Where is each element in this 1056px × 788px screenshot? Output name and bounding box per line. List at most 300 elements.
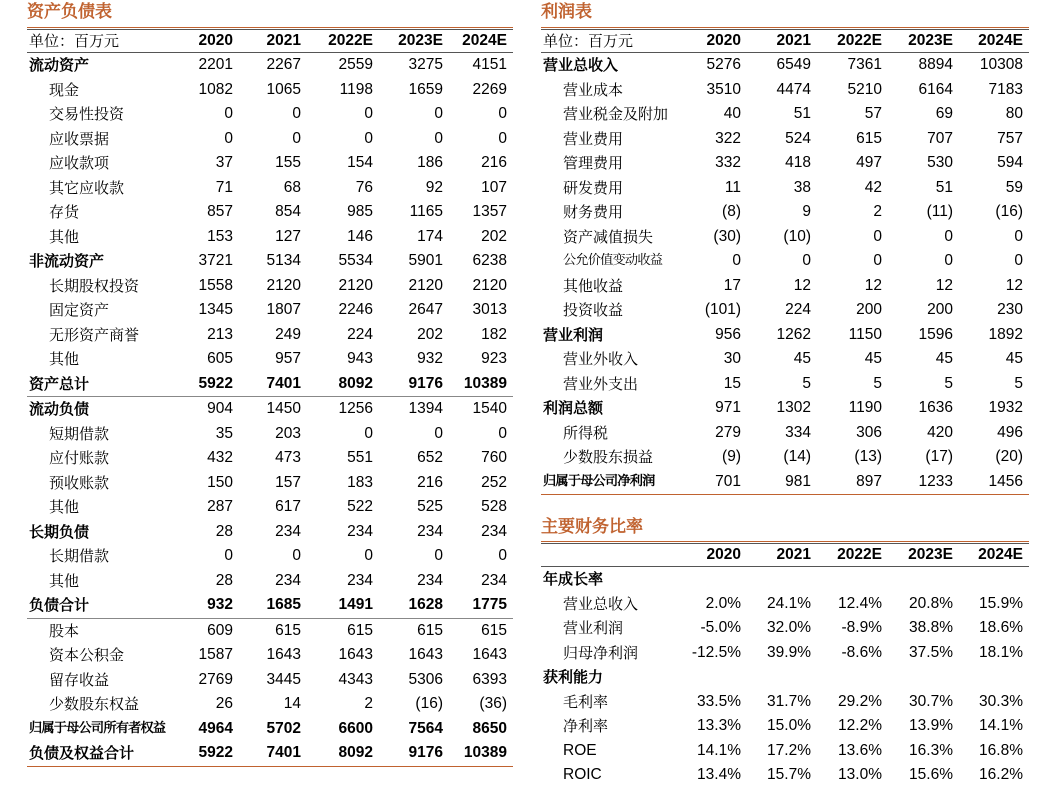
value-cell: 15.0% <box>767 717 811 734</box>
value-cell: 234 <box>347 571 373 589</box>
value-cell: 8092 <box>338 374 373 392</box>
value-cell: 0 <box>434 547 443 564</box>
value-cell: 1643 <box>266 646 301 663</box>
row-label: 营业利润 <box>563 619 624 637</box>
row-label: 流动资产 <box>29 56 90 74</box>
value-cell: 0 <box>732 252 741 269</box>
income-statement-table <box>541 29 1029 495</box>
value-cell: -5.0% <box>700 619 741 636</box>
value-cell: 127 <box>275 227 301 245</box>
row-label: 其他 <box>49 227 80 246</box>
table-row <box>27 397 513 422</box>
year-header: 2024E <box>959 544 1029 567</box>
value-cell: 2246 <box>338 301 373 318</box>
row-label: 非流动资产 <box>29 252 105 270</box>
table-row <box>541 445 1029 470</box>
value-cell: 0 <box>224 547 233 564</box>
value-cell: 107 <box>481 178 507 196</box>
row-label: 归属于母公司净利润 <box>541 470 686 495</box>
value-cell: 224 <box>785 301 811 318</box>
value-cell: 473 <box>275 449 301 466</box>
value-cell: 6164 <box>918 80 953 98</box>
value-cell: 92 <box>425 178 443 196</box>
value-cell: 5901 <box>408 252 443 269</box>
value-cell: (8) <box>722 203 741 220</box>
unit-label: 单位：百万元 <box>541 30 686 53</box>
row-label: 负债及权益合计 <box>27 741 177 766</box>
value-cell: 1491 <box>338 596 373 613</box>
value-cell: 30.3% <box>979 692 1023 710</box>
value-cell: 38.8% <box>909 619 953 636</box>
table-row <box>27 78 513 103</box>
value-cell: 4343 <box>338 670 373 688</box>
ratios-table <box>541 543 1029 788</box>
value-cell: 757 <box>997 129 1023 147</box>
value-cell: 0 <box>498 424 507 442</box>
value-cell: 420 <box>927 423 953 441</box>
value-cell: 1558 <box>198 276 233 294</box>
value-cell: 615 <box>379 618 449 643</box>
value-cell: 0 <box>434 424 443 442</box>
value-cell: 3275 <box>408 56 443 73</box>
row-label: 毛利率 <box>563 692 609 711</box>
row-label: 短期借款 <box>49 424 110 443</box>
value-cell: 1685 <box>266 596 301 613</box>
value-cell: 971 <box>715 399 741 416</box>
value-cell: 322 <box>715 129 741 147</box>
value-cell: 59 <box>1005 178 1023 196</box>
row-label: 交易性投资 <box>49 105 125 123</box>
value-cell: 707 <box>927 129 953 147</box>
table-row <box>27 347 513 372</box>
table-row <box>541 298 1029 323</box>
value-cell: 1082 <box>198 80 233 98</box>
value-cell: 652 <box>417 449 443 466</box>
value-cell: 146 <box>347 227 373 245</box>
row-label: 管理费用 <box>563 154 624 172</box>
row-label: 预收账款 <box>49 473 110 492</box>
table-row <box>27 422 513 447</box>
value-cell: 200 <box>927 301 953 318</box>
value-cell: 897 <box>817 470 888 495</box>
value-cell: 234 <box>347 522 373 540</box>
value-cell: 76 <box>355 178 373 196</box>
table-row <box>27 372 513 397</box>
value-cell: 956 <box>715 325 741 343</box>
value-cell: 68 <box>283 178 301 196</box>
table-row <box>541 78 1029 103</box>
value-cell: 0 <box>292 129 301 147</box>
ratios-title: 主要财务比率 <box>541 517 643 537</box>
value-cell: 5534 <box>338 252 373 269</box>
value-cell: 24.1% <box>767 594 811 612</box>
value-cell <box>747 665 817 690</box>
value-cell: 551 <box>347 449 373 466</box>
value-cell: 153 <box>207 227 233 245</box>
balance-sheet-table <box>27 29 513 767</box>
table-row <box>27 495 513 520</box>
value-cell: 150 <box>207 473 233 491</box>
value-cell: 615 <box>239 618 307 643</box>
table-row <box>27 741 513 766</box>
row-label: 营业外支出 <box>563 374 639 393</box>
value-cell: (10) <box>783 227 811 245</box>
value-cell: 13.3% <box>697 717 741 734</box>
value-cell: 0 <box>1014 227 1023 245</box>
value-cell: 216 <box>481 154 507 171</box>
value-cell: 615 <box>856 129 882 147</box>
table-row <box>27 618 513 643</box>
table-row <box>541 53 1029 78</box>
value-cell: 7401 <box>266 374 301 392</box>
value-cell: 174 <box>417 227 443 245</box>
value-cell: 9 <box>802 203 811 220</box>
value-cell: 1394 <box>379 397 449 422</box>
value-cell: 15.9% <box>979 594 1023 612</box>
table-row <box>27 249 513 274</box>
value-cell: 2647 <box>408 301 443 318</box>
value-cell: 1190 <box>848 399 882 416</box>
value-cell <box>959 665 1029 690</box>
value-cell: 1262 <box>776 325 811 343</box>
table-row <box>27 102 513 127</box>
value-cell: 932 <box>417 350 443 367</box>
value-cell: 1065 <box>266 80 301 98</box>
row-label: 营业总收入 <box>563 594 639 613</box>
table-row <box>541 225 1029 250</box>
row-label: 其它应收款 <box>49 178 125 197</box>
table-row <box>541 470 1029 495</box>
value-cell: 202 <box>481 227 507 245</box>
value-cell: 42 <box>864 178 882 196</box>
value-cell: 522 <box>347 498 373 515</box>
value-cell: 8650 <box>472 719 507 737</box>
value-cell: 18.1% <box>979 643 1023 661</box>
row-label: 营业外收入 <box>563 350 639 368</box>
value-cell: 40 <box>723 105 741 122</box>
value-cell: 2201 <box>198 56 233 73</box>
value-cell: 9176 <box>408 374 443 392</box>
table-row <box>27 225 513 250</box>
year-header: 2020 <box>177 30 239 53</box>
value-cell: 32.0% <box>767 619 811 636</box>
value-cell: 943 <box>347 350 373 367</box>
value-cell: 26 <box>215 695 233 712</box>
value-cell: 202 <box>417 325 443 343</box>
row-label: 资产减值损失 <box>563 227 654 246</box>
value-cell: 1932 <box>988 399 1023 416</box>
ratios-panel <box>541 517 1029 787</box>
value-cell: 594 <box>997 154 1023 171</box>
value-cell: 0 <box>1014 252 1023 269</box>
value-cell: 2267 <box>266 56 301 73</box>
value-cell: 5 <box>802 374 811 392</box>
year-header: 2023E <box>379 30 449 53</box>
table-row <box>27 593 513 618</box>
value-cell: 20.8% <box>909 594 953 612</box>
table-row <box>541 567 1029 592</box>
value-cell: (101) <box>704 301 741 318</box>
value-cell: 1643 <box>338 646 373 663</box>
row-label: 少数股东损益 <box>563 448 654 466</box>
table-row <box>541 151 1029 176</box>
table-row <box>27 274 513 299</box>
row-label: 其他收益 <box>563 276 624 295</box>
value-cell: 3445 <box>266 670 301 688</box>
value-cell: 30.7% <box>909 692 953 710</box>
value-cell: 854 <box>275 203 301 220</box>
value-cell: 57 <box>864 105 882 122</box>
value-cell: 12 <box>864 276 882 294</box>
value-cell: 1596 <box>918 325 953 343</box>
table-row <box>541 714 1029 739</box>
table-row <box>27 53 513 78</box>
value-cell: 1233 <box>888 470 959 495</box>
value-cell: (16) <box>995 203 1023 220</box>
table-row <box>27 323 513 348</box>
table-row <box>541 102 1029 127</box>
value-cell: 9176 <box>379 741 449 766</box>
value-cell: 1659 <box>408 80 443 98</box>
table-row <box>27 200 513 225</box>
value-cell: 186 <box>417 154 443 171</box>
value-cell: 1775 <box>472 596 507 613</box>
row-label: 年成长率 <box>543 570 604 588</box>
value-cell: 45 <box>935 350 953 367</box>
value-cell <box>747 567 817 592</box>
value-cell: 432 <box>207 449 233 466</box>
unit-label: 单位：百万元 <box>27 30 177 53</box>
row-label: 长期借款 <box>49 547 110 565</box>
value-cell <box>888 567 959 592</box>
year-header: 2022E <box>817 544 888 567</box>
table-row <box>27 176 513 201</box>
value-cell: 3013 <box>472 301 507 318</box>
table-row <box>541 176 1029 201</box>
value-cell: 0 <box>498 547 507 564</box>
value-cell: 1165 <box>409 203 443 220</box>
value-cell: 609 <box>177 618 239 643</box>
value-cell: 80 <box>1005 105 1023 122</box>
value-cell: 5276 <box>706 56 741 73</box>
table-row <box>27 127 513 152</box>
value-cell: 0 <box>802 252 811 269</box>
value-cell: (13) <box>854 448 882 465</box>
row-label: 资产总计 <box>29 374 90 393</box>
value-cell: 213 <box>207 325 233 343</box>
value-cell: 33.5% <box>697 692 741 710</box>
value-cell: 0 <box>498 129 507 147</box>
table-row <box>541 396 1029 421</box>
value-cell: 16.2% <box>979 766 1023 783</box>
value-cell: 0 <box>364 547 373 564</box>
value-cell: 332 <box>715 154 741 171</box>
value-cell: 37.5% <box>909 643 953 661</box>
value-cell: 0 <box>364 129 373 147</box>
row-label: 应收票据 <box>49 129 110 148</box>
value-cell: 1636 <box>918 399 953 416</box>
value-cell: 216 <box>417 473 443 491</box>
table-row <box>541 200 1029 225</box>
row-label: 无形资产商誉 <box>49 325 140 344</box>
value-cell: (9) <box>722 448 741 465</box>
row-label: 净利率 <box>563 717 609 735</box>
value-cell: 1643 <box>472 646 507 663</box>
value-cell: -8.9% <box>841 619 882 636</box>
value-cell: 13.0% <box>838 766 882 783</box>
income-statement-title-rule <box>541 27 1029 28</box>
table-row <box>27 544 513 569</box>
value-cell: 28 <box>215 571 233 589</box>
value-cell: 2 <box>364 695 373 712</box>
value-cell: 5702 <box>266 719 301 737</box>
value-cell: 7401 <box>239 741 307 766</box>
value-cell: 234 <box>275 522 301 540</box>
table-row <box>541 274 1029 299</box>
value-cell: 1892 <box>988 325 1023 343</box>
value-cell: 10389 <box>463 374 507 392</box>
value-cell: 1345 <box>198 301 233 318</box>
value-cell: 5922 <box>198 374 233 392</box>
table-row <box>541 421 1029 446</box>
table-row <box>541 592 1029 617</box>
row-label: 其他 <box>49 350 80 368</box>
value-cell: 69 <box>935 105 953 122</box>
value-cell: 287 <box>207 498 233 515</box>
value-cell: 203 <box>275 424 301 442</box>
value-cell: (11) <box>926 203 953 220</box>
value-cell: 2120 <box>266 276 301 294</box>
value-cell: 12.4% <box>838 594 882 612</box>
value-cell: 1807 <box>266 301 301 318</box>
row-label: 存货 <box>49 203 80 221</box>
row-label: 投资收益 <box>563 301 624 319</box>
table-row <box>541 323 1029 348</box>
value-cell: 45 <box>1005 350 1023 367</box>
value-cell: 14 <box>283 695 301 712</box>
value-cell: 10308 <box>979 56 1023 73</box>
value-cell: 249 <box>275 325 301 343</box>
value-cell: 496 <box>997 423 1023 441</box>
value-cell: 8894 <box>918 56 953 73</box>
value-cell: 16.8% <box>979 741 1023 759</box>
value-cell: 6600 <box>338 719 373 737</box>
table-row <box>27 643 513 668</box>
table-row <box>541 249 1029 274</box>
table-header-row <box>541 544 1029 567</box>
table-row <box>27 298 513 323</box>
row-label: 应收款项 <box>49 154 110 172</box>
value-cell: 0 <box>944 252 953 269</box>
table-row <box>541 127 1029 152</box>
year-header: 2020 <box>686 30 747 53</box>
row-label: ROE <box>563 741 597 759</box>
value-cell: 51 <box>935 178 953 196</box>
value-cell: 418 <box>785 154 811 171</box>
value-cell: 5 <box>873 374 882 392</box>
value-cell: 224 <box>347 325 373 343</box>
value-cell: 0 <box>873 227 882 245</box>
table-row <box>27 151 513 176</box>
value-cell: 3721 <box>198 252 233 269</box>
value-cell: 234 <box>417 522 443 540</box>
value-cell: 7564 <box>408 719 443 737</box>
row-label: 营业税金及附加 <box>563 105 669 123</box>
balance-sheet-title: 资产负债表 <box>27 2 112 22</box>
table-row <box>27 668 513 693</box>
value-cell: 15.6% <box>909 766 953 783</box>
year-header: 2023E <box>888 30 959 53</box>
value-cell: 38 <box>793 178 811 196</box>
row-label: 财务费用 <box>563 203 624 221</box>
table-header-row <box>27 30 513 53</box>
table-row <box>27 520 513 545</box>
row-label: 营业利润 <box>543 325 604 344</box>
year-header: 2021 <box>239 30 307 53</box>
value-cell: 701 <box>686 470 747 495</box>
value-cell: 0 <box>873 252 882 269</box>
balance-sheet-title-rule <box>27 27 513 28</box>
row-label: ROIC <box>563 766 602 783</box>
table-row <box>541 347 1029 372</box>
value-cell: 981 <box>747 470 817 495</box>
value-cell: 932 <box>207 596 233 613</box>
value-cell: 37 <box>215 154 233 171</box>
value-cell: 234 <box>481 522 507 540</box>
table-row <box>541 372 1029 397</box>
value-cell: 155 <box>275 154 301 171</box>
value-cell: 1450 <box>239 397 307 422</box>
value-cell: 5306 <box>408 670 443 688</box>
year-header: 2021 <box>747 30 817 53</box>
row-label: 资本公积金 <box>49 646 125 664</box>
value-cell: (16) <box>415 695 443 712</box>
value-cell: 154 <box>347 154 373 171</box>
value-cell: 6549 <box>776 56 811 73</box>
value-cell: (30) <box>713 227 741 245</box>
value-cell: 182 <box>481 325 507 343</box>
row-label: 研发费用 <box>563 178 624 197</box>
value-cell: 5 <box>944 374 953 392</box>
value-cell: 6393 <box>472 670 507 688</box>
value-cell: 525 <box>417 498 443 515</box>
table-row <box>27 569 513 594</box>
value-cell: 18.6% <box>979 619 1023 636</box>
row-label: 归母净利润 <box>563 643 639 662</box>
value-cell: 51 <box>793 105 811 122</box>
table-row <box>541 641 1029 666</box>
value-cell: 4964 <box>198 719 233 737</box>
value-cell: 1628 <box>408 596 443 613</box>
value-cell: 1302 <box>776 399 811 416</box>
row-label: 应付账款 <box>49 449 110 467</box>
row-label: 长期负债 <box>29 522 90 541</box>
value-cell: 16.3% <box>909 741 953 759</box>
value-cell: 306 <box>856 423 882 441</box>
value-cell: 230 <box>997 301 1023 318</box>
value-cell: 10389 <box>449 741 513 766</box>
value-cell: 279 <box>715 423 741 441</box>
row-label: 其他 <box>49 498 80 516</box>
row-label: 归属于母公司所有者权益 <box>29 720 166 736</box>
value-cell: 1198 <box>339 80 373 98</box>
row-label: 营业费用 <box>563 129 624 148</box>
table-row <box>27 717 513 742</box>
value-cell: 29.2% <box>838 692 882 710</box>
value-cell: 5922 <box>177 741 239 766</box>
row-label: 所得税 <box>563 423 609 442</box>
row-label: 营业总收入 <box>543 56 619 74</box>
